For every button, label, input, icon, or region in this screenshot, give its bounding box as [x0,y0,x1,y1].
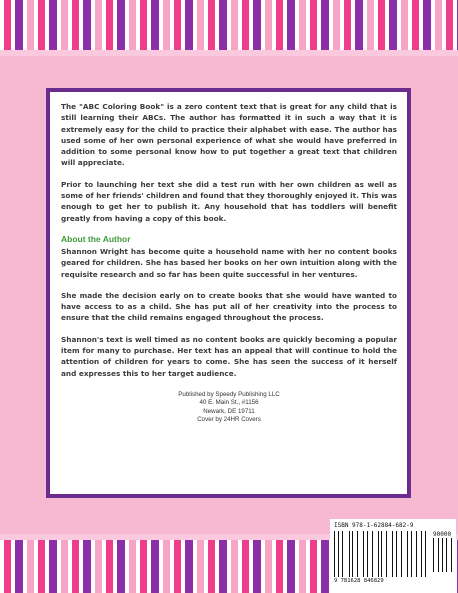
top-stripe-border [0,0,458,50]
author-paragraph-2: She made the decision early on to create books that she would have wanted to have access to as a child. She has put all of her creativity into the process to ensure that the child remains engaged throughout the process. [61,290,397,323]
cover-credit: Cover by 24HR Covers [197,416,261,424]
addon-bar [442,538,444,572]
addon-bar [435,538,437,572]
isbn-number: ISBN 978-1-62884-682-9 [334,522,414,529]
barcode-bar [394,531,395,577]
barcode-bar [374,531,375,577]
barcode-bar [350,531,351,577]
author-paragraph-1: Shannon Wright has become quite a household name with her no content books geared for children. She has based her books on her own intuition along with the requisite research and so far has been quite successful in her ventures. [61,246,397,279]
barcode-bar [386,531,387,577]
author-paragraph-3: Shannon's text is well timed as no content books are quickly becoming a popular item for many to purchase. Her text has an appeal that will continue to hold the attention of children for years to come. She has seen the success of it herself and expresses this to her target audience. [61,334,397,378]
price-addon-number: 90000 [433,531,452,538]
barcode-bar [408,531,409,577]
barcode-bar [421,531,422,577]
ean-barcode-bars [334,531,430,577]
ean-digits: 9 781628 846829 [334,578,384,584]
addon-bar [448,538,450,572]
addon-bar [446,538,447,572]
about-author-heading: About the Author [61,233,131,244]
addon-bar [444,538,445,572]
barcode-bar [367,531,368,577]
intro-paragraph-2: Prior to launching her text she did a test run with her own children as well as some of her friends' children and found that they thoroughly enjoyed it. This was enough to get her to publish it. Any household that has toddlers will benefit greatly from having a copy of this book. [61,179,397,223]
barcode-bar [360,531,361,577]
barcode-bar [357,531,358,577]
barcode-bar [345,531,346,577]
barcode-bar [401,531,402,577]
intro-paragraph-1: The "ABC Coloring Book" is a zero content text that is great for any child that is still learning their ABCs. The author has formatted it in such a way that it is extremely easy for the child to practice their alphabet with ease. The author has used some of her own personal experience of what she would have preferred in addition to some personal know how to put together a great text that children will appreciate. [61,102,397,168]
barcode-bar [338,531,339,577]
barcode-bar [414,531,415,577]
addon-barcode-bars [433,538,453,572]
isbn-barcode [330,519,456,593]
addon-bar [451,538,452,572]
publisher-line: Published by Speedy Publishing LLC [178,390,280,398]
top-band [0,50,458,56]
back-cover-text-panel [46,88,411,498]
publisher-address: 40 E. Main St., #1156 [199,399,259,407]
publisher-city: Newark, DE 19711 [203,407,255,415]
addon-bar [433,538,434,572]
publisher-info [61,391,397,425]
addon-bar [440,538,441,572]
barcode-bar [381,531,382,577]
addon-bar [438,538,439,572]
barcode-bar [428,531,429,577]
